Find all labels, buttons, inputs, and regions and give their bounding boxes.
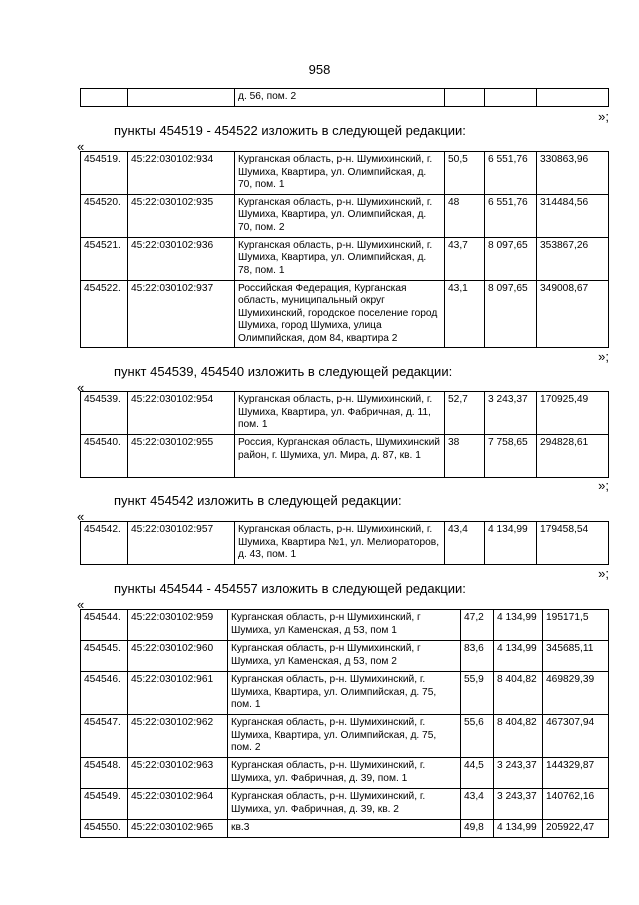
cadastral-number: 45:22:030102:965 xyxy=(128,820,228,838)
table-row xyxy=(81,152,609,195)
value: 469829,39 xyxy=(543,672,609,715)
table-row xyxy=(81,522,609,565)
cadastral-number: 45:22:030102:935 xyxy=(128,194,235,237)
value: 467307,94 xyxy=(543,715,609,758)
row-number: 454547. xyxy=(81,715,128,758)
rate: 4 134,99 xyxy=(485,522,537,565)
value: 170925,49 xyxy=(537,392,609,435)
value: 195171,5 xyxy=(543,610,609,641)
row-number: 454548. xyxy=(81,758,128,789)
value: 205922,47 xyxy=(543,820,609,838)
row-number: 454520. xyxy=(81,194,128,237)
row-number: 454546. xyxy=(81,672,128,715)
cadastral-number: 45:22:030102:962 xyxy=(128,715,228,758)
opening-quote: « xyxy=(77,139,85,154)
cadastral-number: 45:22:030102:963 xyxy=(128,758,228,789)
data-table xyxy=(80,609,609,838)
area: 48 xyxy=(445,194,485,237)
row-number: 454519. xyxy=(81,152,128,195)
cadastral-number: 45:22:030102:959 xyxy=(128,610,228,641)
rate: 3 243,37 xyxy=(494,758,543,789)
row-number: 454539. xyxy=(81,392,128,435)
section-heading: пункты 454519 - 454522 изложить в следующей редакции: xyxy=(114,123,466,138)
address: Курганская область, р-н. Шумихинский, г. Шумиха, Квартира, ул. Олимпийская, д. 75, пом. 1 xyxy=(228,672,461,715)
row-number: 454522. xyxy=(81,280,128,348)
value: 330863,96 xyxy=(537,152,609,195)
table-row xyxy=(81,392,609,435)
table-row xyxy=(81,789,609,820)
rate: 4 134,99 xyxy=(494,641,543,672)
value: 314484,56 xyxy=(537,194,609,237)
table-row xyxy=(81,758,609,789)
table-cell xyxy=(128,89,235,107)
address: Курганская область, р-н. Шумихинский, г. Шумиха, Квартира, ул. Олимпийская, д. 70, пом. 2 xyxy=(235,194,445,237)
table-cell xyxy=(81,89,128,107)
cadastral-number: 45:22:030102:964 xyxy=(128,789,228,820)
rate: 6 551,76 xyxy=(485,152,537,195)
area: 43,1 xyxy=(445,280,485,348)
address: Курганская область, р-н. Шумихинский, г. Шумиха, Квартира, ул. Фабричная, д. 11, пом. 1 xyxy=(235,392,445,435)
table-cell: д. 56, пом. 2 xyxy=(235,89,445,107)
rate: 4 134,99 xyxy=(494,610,543,641)
rate: 7 758,65 xyxy=(485,435,537,478)
address: Россия, Курганская область, Шумихинский район, г. Шумиха, ул. Мира, д. 87, кв. 1 xyxy=(235,435,445,478)
address: Курганская область, р-н. Шумихинский, г. Шумиха, ул. Фабричная, д. 39, пом. 1 xyxy=(228,758,461,789)
value: 179458,54 xyxy=(537,522,609,565)
address: Курганская область, р-н. Шумихинский, г. Шумиха, Квартира, ул. Олимпийская, д. 78, пом. 1 xyxy=(235,237,445,280)
opening-quote: « xyxy=(77,509,85,524)
area: 43,4 xyxy=(461,789,494,820)
table-cell xyxy=(445,89,485,107)
area: 38 xyxy=(445,435,485,478)
cadastral-number: 45:22:030102:960 xyxy=(128,641,228,672)
rate: 6 551,76 xyxy=(485,194,537,237)
area: 55,6 xyxy=(461,715,494,758)
area: 50,5 xyxy=(445,152,485,195)
area: 83,6 xyxy=(461,641,494,672)
address: Курганская область, р-н Шумихинский, г Шумиха, ул Каменская, д 53, пом 1 xyxy=(228,610,461,641)
table-row xyxy=(81,641,609,672)
address: Курганская область, р-н. Шумихинский, г. Шумиха, Квартира, ул. Олимпийская, д. 70, пом. 1 xyxy=(235,152,445,195)
continuation-table xyxy=(80,88,609,107)
row-number: 454521. xyxy=(81,237,128,280)
data-table xyxy=(80,391,609,478)
row-number: 454549. xyxy=(81,789,128,820)
rate: 8 404,82 xyxy=(494,715,543,758)
value: 140762,16 xyxy=(543,789,609,820)
rate: 8 097,65 xyxy=(485,237,537,280)
cadastral-number: 45:22:030102:954 xyxy=(128,392,235,435)
table-cell xyxy=(537,89,609,107)
table-row xyxy=(81,280,609,348)
address: Курганская область, р-н Шумихинский, г Шумиха, ул Каменская, д 53, пом 2 xyxy=(228,641,461,672)
row-number: 454540. xyxy=(81,435,128,478)
section-heading: пункт 454539, 454540 изложить в следующей редакции: xyxy=(114,364,453,379)
area: 55,9 xyxy=(461,672,494,715)
table-row xyxy=(81,194,609,237)
address: Курганская область, р-н. Шумихинский, г. Шумиха, Квартира №1, ул. Мелиораторов, д. 43, пом. 1 xyxy=(235,522,445,565)
row-number: 454550. xyxy=(81,820,128,838)
cadastral-number: 45:22:030102:957 xyxy=(128,522,235,565)
address: Российская Федерация, Курганская область, муниципальный округ Шумихинский, городское поселение город Шумиха, город Шумиха, улица Олимпийская, дом 84, квартира 2 xyxy=(235,280,445,348)
table-row xyxy=(81,672,609,715)
address: Курганская область, р-н. Шумихинский, г. Шумиха, ул. Фабричная, д. 39, кв. 2 xyxy=(228,789,461,820)
table-row xyxy=(81,610,609,641)
closing-quote: »; xyxy=(598,109,609,124)
area: 44,5 xyxy=(461,758,494,789)
section-heading: пункт 454542 изложить в следующей редакции: xyxy=(114,493,402,508)
table-cell xyxy=(485,89,537,107)
data-table xyxy=(80,151,609,348)
cadastral-number: 45:22:030102:937 xyxy=(128,280,235,348)
table-row xyxy=(81,820,609,838)
cadastral-number: 45:22:030102:955 xyxy=(128,435,235,478)
area: 43,4 xyxy=(445,522,485,565)
table-row xyxy=(81,237,609,280)
address: Курганская область, р-н. Шумихинский, г. Шумиха, Квартира, ул. Олимпийская, д. 75, пом. 2 xyxy=(228,715,461,758)
row-number: 454544. xyxy=(81,610,128,641)
data-table xyxy=(80,521,609,565)
section-heading: пункты 454544 - 454557 изложить в следующей редакции: xyxy=(114,581,466,596)
cadastral-number: 45:22:030102:934 xyxy=(128,152,235,195)
cadastral-number: 45:22:030102:936 xyxy=(128,237,235,280)
rate: 3 243,37 xyxy=(494,789,543,820)
value: 144329,87 xyxy=(543,758,609,789)
value: 294828,61 xyxy=(537,435,609,478)
rate: 8 404,82 xyxy=(494,672,543,715)
area: 52,7 xyxy=(445,392,485,435)
value: 353867,26 xyxy=(537,237,609,280)
row-number: 454545. xyxy=(81,641,128,672)
area: 47,2 xyxy=(461,610,494,641)
rate: 8 097,65 xyxy=(485,280,537,348)
address: кв.3 xyxy=(228,820,461,838)
page-number: 958 xyxy=(308,62,331,77)
closing-quote: »; xyxy=(598,478,609,493)
row-number: 454542. xyxy=(81,522,128,565)
rate: 3 243,37 xyxy=(485,392,537,435)
area: 43,7 xyxy=(445,237,485,280)
rate: 4 134,99 xyxy=(494,820,543,838)
table-row xyxy=(81,715,609,758)
value: 345685,11 xyxy=(543,641,609,672)
closing-quote: »; xyxy=(598,349,609,364)
table-row xyxy=(81,89,609,107)
table-row xyxy=(81,435,609,478)
value: 349008,67 xyxy=(537,280,609,348)
cadastral-number: 45:22:030102:961 xyxy=(128,672,228,715)
closing-quote: »; xyxy=(598,566,609,581)
opening-quote: « xyxy=(77,597,85,612)
opening-quote: « xyxy=(77,380,85,395)
area: 49,8 xyxy=(461,820,494,838)
